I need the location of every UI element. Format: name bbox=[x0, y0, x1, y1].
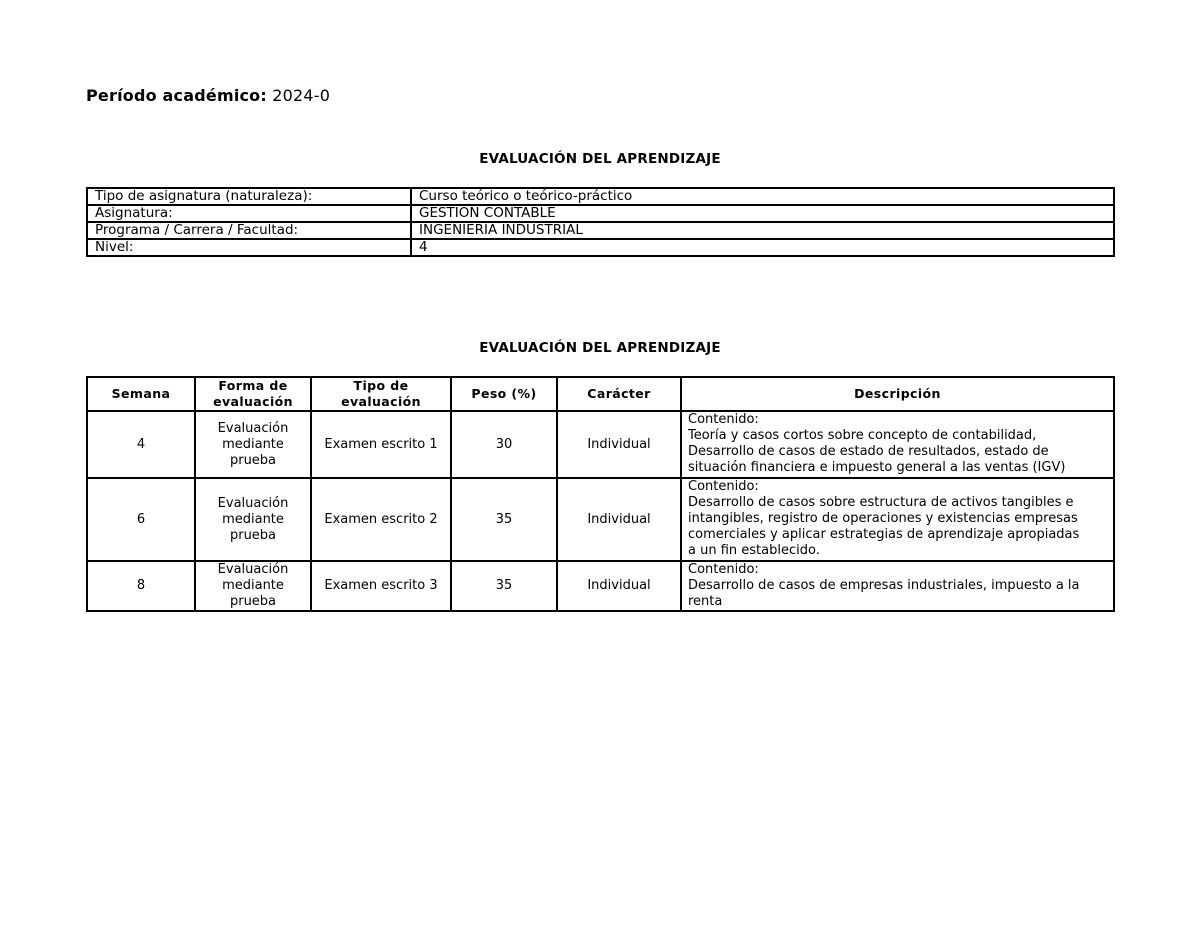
cell-forma-line2: mediante bbox=[222, 436, 284, 452]
cell-forma-line3: prueba bbox=[229, 452, 277, 468]
desc-body: Teoría y casos cortos sobre concepto de contabilidad, Desarrollo de casos de estado de resultados, estado de situación financiera e impuesto general a las ventas (IGV) bbox=[688, 428, 1066, 475]
info-value: INGENIERÍA INDUSTRIAL bbox=[411, 222, 1114, 239]
academic-period bbox=[86, 86, 330, 105]
table-row bbox=[87, 561, 1114, 611]
cell-caracter: Individual bbox=[557, 561, 681, 611]
cell-forma-line3: prueba bbox=[229, 527, 277, 543]
desc-body: Desarrollo de casos sobre estructura de activos tangibles e intangibles, registro de operaciones y existencias empresas comerciales y aplicar estrategias de aprendizaje apropiadas a un fin establecido. bbox=[688, 495, 1080, 558]
info-value: GESTIÓN CONTABLE bbox=[411, 205, 1114, 222]
info-key: Nivel: bbox=[87, 239, 411, 256]
desc-title: Contenido: bbox=[688, 479, 759, 494]
header-descripcion: Descripción bbox=[681, 377, 1114, 411]
cell-descripcion bbox=[681, 561, 1114, 611]
cell-forma-line2: mediante bbox=[222, 578, 284, 593]
academic-period-label: Período académico: bbox=[86, 86, 267, 105]
cell-descripcion bbox=[681, 411, 1114, 478]
desc-body: Desarrollo de casos de empresas industriales, impuesto a la renta bbox=[688, 578, 1080, 609]
cell-semana: 6 bbox=[87, 478, 195, 561]
cell-forma-line1: Evaluación bbox=[217, 562, 289, 577]
cell-peso: 35 bbox=[451, 561, 557, 611]
table-header-row bbox=[87, 377, 1114, 411]
info-value: 4 bbox=[411, 239, 1114, 256]
cell-forma bbox=[195, 561, 311, 611]
cell-forma bbox=[195, 411, 311, 478]
course-info-table bbox=[86, 187, 1115, 257]
desc-title: Contenido: bbox=[688, 412, 759, 427]
section-title-evaluation: EVALUACIÓN DEL APRENDIZAJE bbox=[479, 340, 721, 356]
header-semana: Semana bbox=[87, 377, 195, 411]
desc-title: Contenido: bbox=[688, 562, 759, 577]
cell-tipo: Examen escrito 3 bbox=[311, 561, 451, 611]
info-key: Tipo de asignatura (naturaleza): bbox=[87, 188, 411, 205]
info-key: Programa / Carrera / Facultad: bbox=[87, 222, 411, 239]
header-tipo-line1: Tipo de bbox=[353, 378, 409, 393]
cell-forma-line1: Evaluación bbox=[217, 420, 289, 436]
cell-caracter: Individual bbox=[557, 411, 681, 478]
evaluation-table bbox=[86, 376, 1115, 612]
cell-forma-line1: Evaluación bbox=[217, 495, 289, 511]
table-row bbox=[87, 205, 1114, 222]
cell-tipo: Examen escrito 1 bbox=[311, 411, 451, 478]
academic-period-value: 2024-0 bbox=[272, 86, 331, 105]
cell-peso: 35 bbox=[451, 478, 557, 561]
cell-peso: 30 bbox=[451, 411, 557, 478]
cell-caracter: Individual bbox=[557, 478, 681, 561]
cell-forma-line2: mediante bbox=[222, 511, 284, 527]
header-forma-line1: Forma de bbox=[218, 378, 288, 393]
info-key: Asignatura: bbox=[87, 205, 411, 222]
section-title-course-info: EVALUACIÓN DEL APRENDIZAJE bbox=[479, 151, 721, 167]
cell-forma-line3: prueba bbox=[229, 594, 277, 609]
cell-forma bbox=[195, 478, 311, 561]
cell-tipo: Examen escrito 2 bbox=[311, 478, 451, 561]
header-forma bbox=[195, 377, 311, 411]
cell-semana: 8 bbox=[87, 561, 195, 611]
table-row bbox=[87, 239, 1114, 256]
table-row bbox=[87, 188, 1114, 205]
cell-semana: 4 bbox=[87, 411, 195, 478]
info-value: Curso teórico o teórico-práctico bbox=[411, 188, 1114, 205]
header-peso: Peso (%) bbox=[451, 377, 557, 411]
header-tipo-line2: evaluación bbox=[341, 394, 421, 409]
table-row bbox=[87, 478, 1114, 561]
header-caracter: Carácter bbox=[557, 377, 681, 411]
header-forma-line2: evaluación bbox=[213, 394, 293, 409]
table-row bbox=[87, 411, 1114, 478]
cell-descripcion bbox=[681, 478, 1114, 561]
table-row bbox=[87, 222, 1114, 239]
header-tipo bbox=[311, 377, 451, 411]
